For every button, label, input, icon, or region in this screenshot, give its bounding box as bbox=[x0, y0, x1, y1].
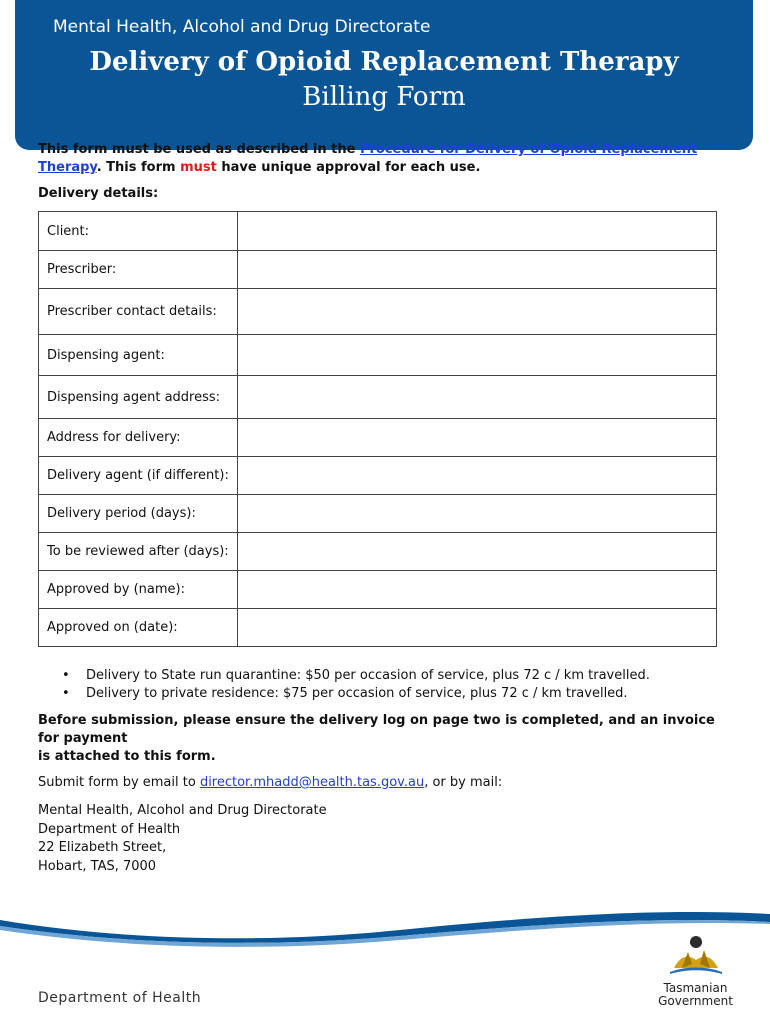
field-row-dispensing-agent bbox=[39, 335, 717, 376]
field-value-prescriber[interactable] bbox=[237, 251, 716, 289]
header-banner bbox=[15, 0, 753, 150]
logo-text-line: Tasmanian bbox=[663, 981, 728, 995]
field-label: Prescriber contact details: bbox=[39, 289, 238, 335]
address-line: Mental Health, Alcohol and Drug Directorate bbox=[38, 803, 327, 818]
field-value-dispensing-address[interactable] bbox=[237, 376, 716, 419]
note-line: is attached to this form. bbox=[38, 749, 216, 764]
note-line: Before submission, please ensure the delivery log on page two is completed, and an invoice bbox=[38, 713, 715, 728]
field-label: Approved by (name): bbox=[39, 571, 238, 609]
footer-department: Department of Health bbox=[38, 990, 202, 1006]
field-row-delivery-address bbox=[39, 419, 717, 457]
field-label: Dispensing agent address: bbox=[39, 376, 238, 419]
thylacine-emblem-icon bbox=[666, 928, 726, 978]
field-value-delivery-address[interactable] bbox=[237, 419, 716, 457]
address-line: Department of Health bbox=[38, 821, 181, 837]
intro-text: . This form bbox=[96, 160, 181, 175]
submission-note bbox=[38, 712, 770, 766]
logo-text-line: Government bbox=[658, 994, 733, 1008]
submit-text: , or by mail: bbox=[424, 775, 503, 790]
submit-text: Submit form by email to bbox=[38, 775, 200, 790]
tasmanian-government-logo bbox=[648, 928, 743, 1008]
field-row-dispensing-address bbox=[39, 376, 717, 419]
procedure-link[interactable]: Procedure for Delivery of Opioid Replacement Therapy bbox=[38, 142, 698, 175]
list-item: • Delivery to State run quarantine: $50 per occasion of service, plus 72 c / km travelled. bbox=[62, 667, 650, 685]
field-label: Delivery agent (if different): bbox=[39, 457, 238, 495]
field-value-approved-on[interactable] bbox=[237, 609, 716, 647]
directorate-name: Mental Health, Alcohol and Drug Directorate bbox=[53, 17, 431, 37]
field-value-delivery-agent[interactable] bbox=[237, 457, 716, 495]
field-label: Dispensing agent: bbox=[39, 335, 238, 376]
submit-instructions bbox=[38, 775, 502, 790]
note-line: for payment bbox=[38, 731, 128, 746]
mailing-address bbox=[38, 802, 327, 876]
field-label: Address for delivery: bbox=[39, 419, 238, 457]
field-value-review-after[interactable] bbox=[237, 533, 716, 571]
field-label: Prescriber: bbox=[39, 251, 238, 289]
email-link[interactable]: director.mhadd@health.tas.gov.au bbox=[199, 775, 425, 790]
page-subtitle: Billing Form bbox=[302, 82, 466, 112]
field-row-approved-by bbox=[39, 571, 717, 609]
intro-text: have unique approval for each use. bbox=[216, 160, 481, 175]
must-emphasis: must bbox=[180, 160, 217, 175]
list-item: • Delivery to private residence: $75 per occasion of service, plus 72 c / km travelled. bbox=[62, 685, 650, 703]
field-row-review-after bbox=[39, 533, 717, 571]
page-title: Delivery of Opioid Replacement Therapy bbox=[89, 47, 679, 77]
field-value-dispensing-agent[interactable] bbox=[237, 335, 716, 376]
field-label: To be reviewed after (days): bbox=[39, 533, 238, 571]
field-row-approved-on bbox=[39, 609, 717, 647]
intro-paragraph bbox=[38, 141, 758, 177]
field-row-delivery-agent bbox=[39, 457, 717, 495]
field-value-client[interactable] bbox=[237, 212, 716, 251]
field-value-approved-by[interactable] bbox=[237, 571, 716, 609]
field-row-prescriber bbox=[39, 251, 717, 289]
field-label: Client: bbox=[39, 212, 238, 251]
field-row-delivery-period bbox=[39, 495, 717, 533]
address-line: 22 Elizabeth Street, bbox=[38, 840, 167, 855]
field-value-delivery-period[interactable] bbox=[237, 495, 716, 533]
intro-text: This form must be used as described in the bbox=[38, 142, 360, 157]
field-value-prescriber-contact[interactable] bbox=[237, 289, 716, 335]
field-label: Approved on (date): bbox=[39, 609, 238, 647]
address-line: Hobart, TAS, 7000 bbox=[38, 858, 157, 874]
delivery-details-table bbox=[38, 211, 717, 647]
field-label: Delivery period (days): bbox=[39, 495, 238, 533]
section-label: Delivery details: bbox=[38, 186, 159, 201]
fee-list bbox=[62, 667, 650, 703]
field-row-prescriber-contact bbox=[39, 289, 717, 335]
field-row-client bbox=[39, 212, 717, 251]
